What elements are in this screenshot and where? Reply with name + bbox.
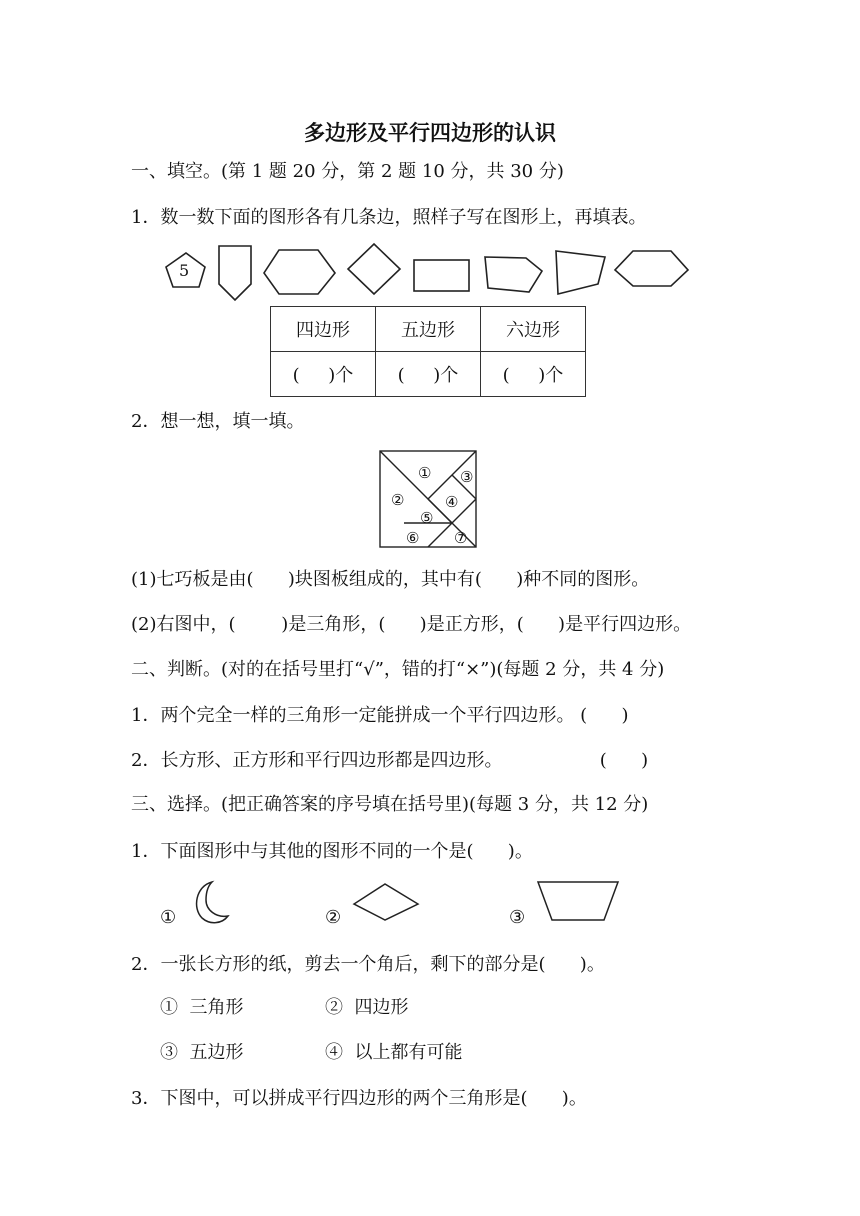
- question-2-1: 1．两个完全一样的三角形一定能拼成一个平行四边形。 ( ): [131, 705, 629, 726]
- tangram-label-6: ⑥: [406, 529, 420, 547]
- tangram-label-3: ③: [460, 468, 474, 486]
- table-cell-quadrilateral-count[interactable]: ( )个: [271, 352, 376, 397]
- question-3-3: 3．下图中，可以拼成平行四边形的两个三角形是( )。: [131, 1088, 587, 1109]
- question-1-1: 1．数一数下面的图形各有几条边，照样子写在图形上，再填表。: [131, 207, 647, 228]
- flat-hexagon-shape: [615, 251, 688, 286]
- section2-heading: 二、判断。(对的在括号里打“√”，错的打“×”)(每题 2 分，共 4 分): [131, 659, 665, 680]
- option-1-label: ①: [160, 907, 177, 928]
- page-title: 多边形及平行四边形的认识: [304, 121, 556, 145]
- table-cell-hexagon-count[interactable]: ( )个: [481, 352, 586, 397]
- option-2-label: ②: [325, 907, 342, 928]
- diamond-option-shape: [352, 882, 422, 926]
- question-1-2: 2．想一想，填一填。: [131, 411, 305, 432]
- table-header-quadrilateral: 四边形: [271, 307, 376, 352]
- trapezoid-shape: [556, 251, 605, 294]
- pentagon-sample-label: 5: [179, 261, 190, 280]
- option-3-label: ③: [509, 907, 526, 928]
- question-3-2: 2．一张长方形的纸，剪去一个角后，剩下的部分是( )。: [131, 954, 605, 975]
- tangram-label-1: ①: [418, 464, 432, 482]
- question-1-2-part-2: (2)右图中，( )是三角形，( )是正方形，( )是平行四边形。: [131, 614, 692, 635]
- diamond-shape: [348, 244, 400, 294]
- tangram-label-2: ②: [391, 491, 405, 509]
- q3-2-option-3[interactable]: ③ 五边形: [160, 1042, 244, 1063]
- shield-pentagon-shape: [219, 246, 251, 300]
- irregular-pentagon-shape: [485, 257, 542, 292]
- shape-count-table: [270, 306, 586, 397]
- trapezoid-option-shape: [536, 880, 626, 924]
- tangram-label-7: ⑦: [454, 529, 468, 547]
- q3-2-option-1[interactable]: ① 三角形: [160, 997, 244, 1018]
- hexagon-shape: [264, 250, 335, 294]
- q3-2-option-2[interactable]: ② 四边形: [325, 997, 409, 1018]
- table-cell-pentagon-count[interactable]: ( )个: [376, 352, 481, 397]
- q3-2-option-4[interactable]: ④ 以上都有可能: [325, 1042, 463, 1063]
- tangram-label-4: ④: [445, 493, 459, 511]
- polygon-shapes-row: [0, 238, 860, 308]
- crescent-moon-shape: [190, 878, 234, 928]
- rectangle-shape: [414, 260, 469, 291]
- tangram-label-5: ⑤: [420, 509, 434, 527]
- section1-heading: 一、填空。(第 1 题 20 分，第 2 题 10 分，共 30 分): [131, 161, 564, 182]
- question-1-2-part-1: (1)七巧板是由( )块图板组成的，其中有( )种不同的图形。: [131, 569, 650, 590]
- question-3-1: 1．下面图形中与其他的图形不同的一个是( )。: [131, 841, 533, 862]
- question-2-2: 2．长方形、正方形和平行四边形都是四边形。 ( ): [131, 750, 649, 771]
- table-header-pentagon: 五边形: [376, 307, 481, 352]
- table-header-hexagon: 六边形: [481, 307, 586, 352]
- section3-heading: 三、选择。(把正确答案的序号填在括号里)(每题 3 分，共 12 分): [131, 794, 649, 815]
